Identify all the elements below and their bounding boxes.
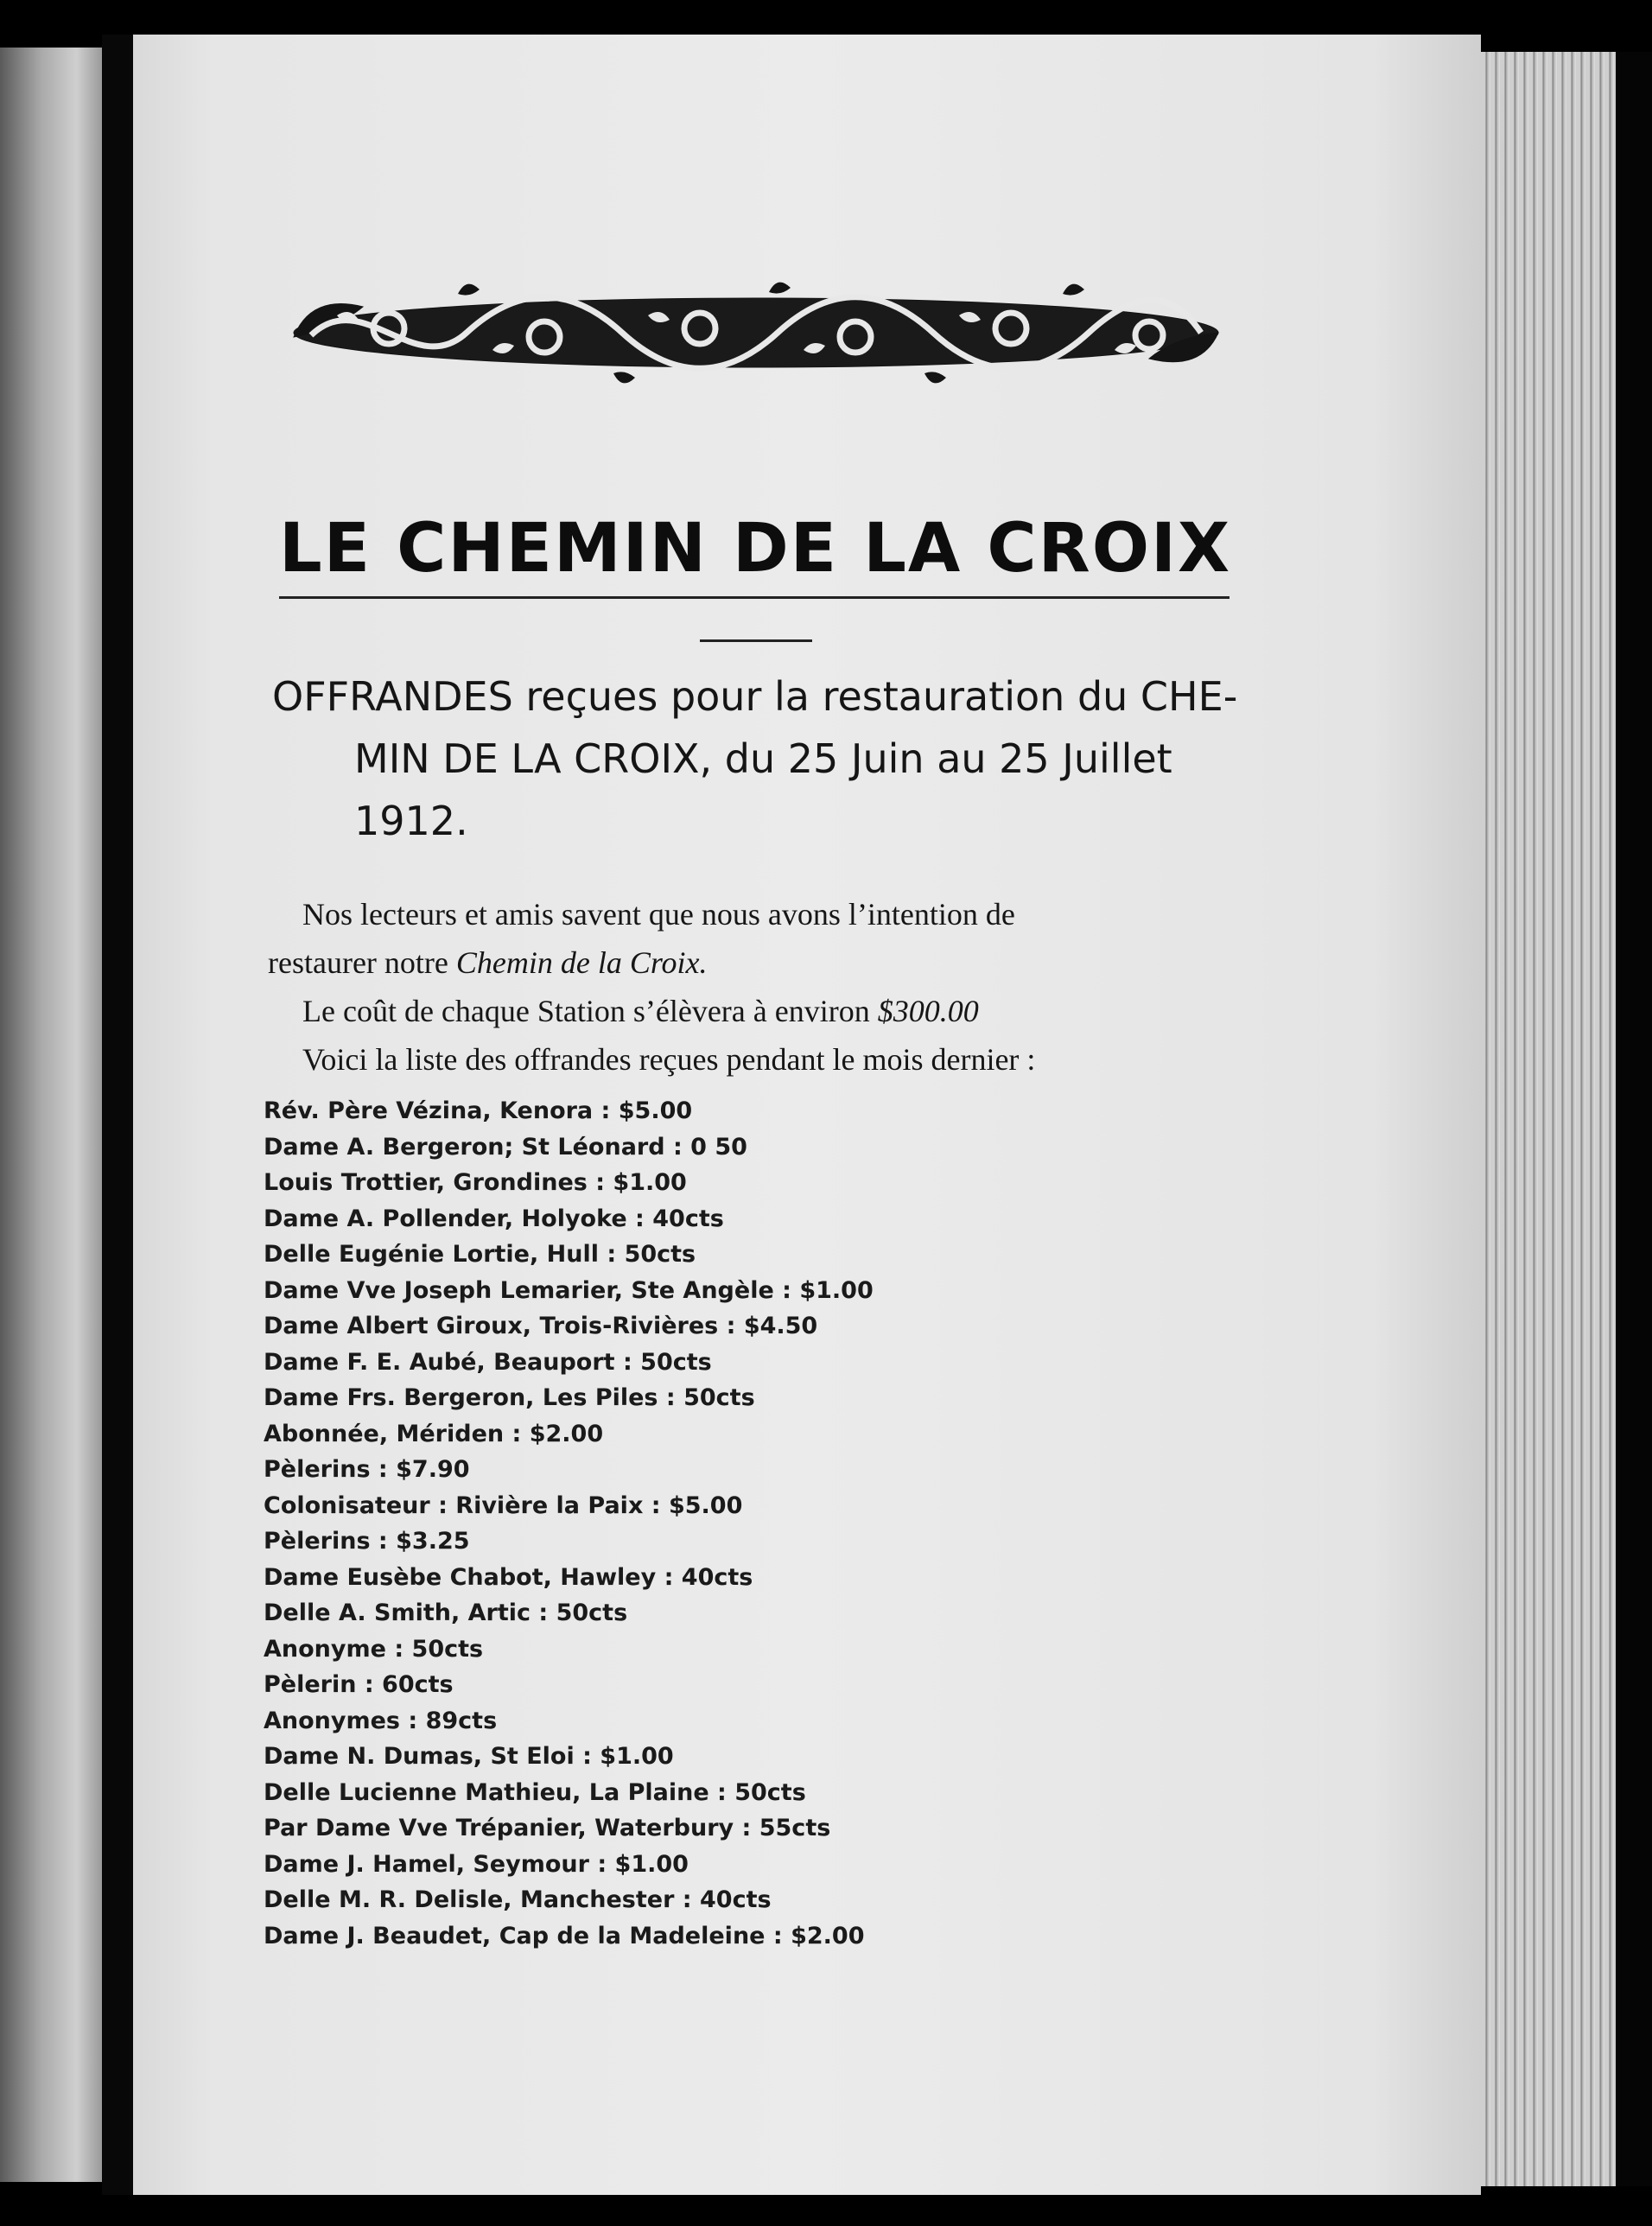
intro-line-1: Nos lecteurs et amis savent que nous avons l’intention de [302, 897, 1015, 932]
intro-italic-title: Chemin de la Croix. [455, 945, 708, 980]
list-item: Dame J. Beaudet, Cap de la Madeleine : $2.00 [264, 1922, 865, 1949]
intro-line-2-text: restaurer notre [268, 945, 456, 980]
page-title: LE CHEMIN DE LA CROIX [279, 510, 1232, 588]
title-underline [279, 596, 1229, 599]
intro-line-2 [268, 938, 1236, 987]
list-item: Pèlerins : $3.25 [264, 1528, 470, 1555]
list-item: Delle M. R. Delisle, Manchester : 40cts [264, 1886, 772, 1913]
offerings-heading [272, 665, 1236, 852]
intro-paragraph [268, 890, 1236, 1084]
list-item: Dame Frs. Bergeron, Les Piles : 50cts [264, 1384, 755, 1411]
scan-border [1616, 52, 1652, 2186]
list-item: Pèlerin : 60cts [264, 1671, 454, 1698]
list-item: Delle Eugénie Lortie, Hull : 50cts [264, 1241, 696, 1268]
intro-line-4: Voici la liste des offrandes reçues pendant le mois dernier : [302, 1042, 1036, 1077]
list-item: Delle Lucienne Mathieu, La Plaine : 50cts [264, 1778, 806, 1806]
intro-italic-amount: $300.00 [877, 994, 979, 1028]
list-item: Delle A. Smith, Artic : 50cts [264, 1600, 628, 1626]
list-item: Abonnée, Mériden : $2.00 [264, 1420, 604, 1447]
book-gutter [102, 35, 133, 2195]
facing-page-edge [0, 48, 102, 2182]
list-item: Dame Albert Giroux, Trois-Rivières : $4.50 [264, 1313, 818, 1339]
list-item: Colonisateur : Rivière la Paix : $5.00 [264, 1491, 743, 1519]
intro-line-3-text: Le coût de chaque Station s’élèvera à environ [302, 994, 878, 1028]
page-stack-edges [1481, 52, 1623, 2186]
donor-list [264, 1093, 1041, 1954]
list-item: Rév. Père Vézina, Kenora : $5.00 [264, 1097, 693, 1124]
list-item: Dame F. E. Aubé, Beauport : 50cts [264, 1348, 712, 1376]
list-item: Anonyme : 50cts [264, 1635, 484, 1663]
section-divider [700, 639, 812, 642]
list-item: Dame Eusèbe Chabot, Hawley : 40cts [264, 1563, 753, 1591]
list-item: Par Dame Vve Trépanier, Waterbury : 55cts [264, 1815, 831, 1841]
heading-line-3: 1912. [354, 798, 468, 844]
decorative-vine-ornament [285, 268, 1227, 398]
heading-line-1: OFFRANDES reçues pour la restauration du CHE- [272, 673, 1238, 720]
list-item: Dame N. Dumas, St Eloi : $1.00 [264, 1743, 674, 1770]
heading-line-2: MIN DE LA CROIX, du 25 Juin au 25 Juillet [354, 735, 1172, 782]
list-item: Dame A. Bergeron; St Léonard : 0 50 [264, 1133, 747, 1161]
list-item: Dame Vve Joseph Lemarier, Ste Angèle : $1.00 [264, 1276, 874, 1304]
list-item: Dame J. Hamel, Seymour : $1.00 [264, 1850, 689, 1878]
list-item: Pèlerins : $7.90 [264, 1456, 470, 1483]
list-item: Dame A. Pollender, Holyoke : 40cts [264, 1205, 724, 1232]
intro-line-3 [268, 987, 1236, 1035]
list-item: Anonymes : 89cts [264, 1707, 498, 1734]
list-item: Louis Trottier, Grondines : $1.00 [264, 1169, 687, 1196]
